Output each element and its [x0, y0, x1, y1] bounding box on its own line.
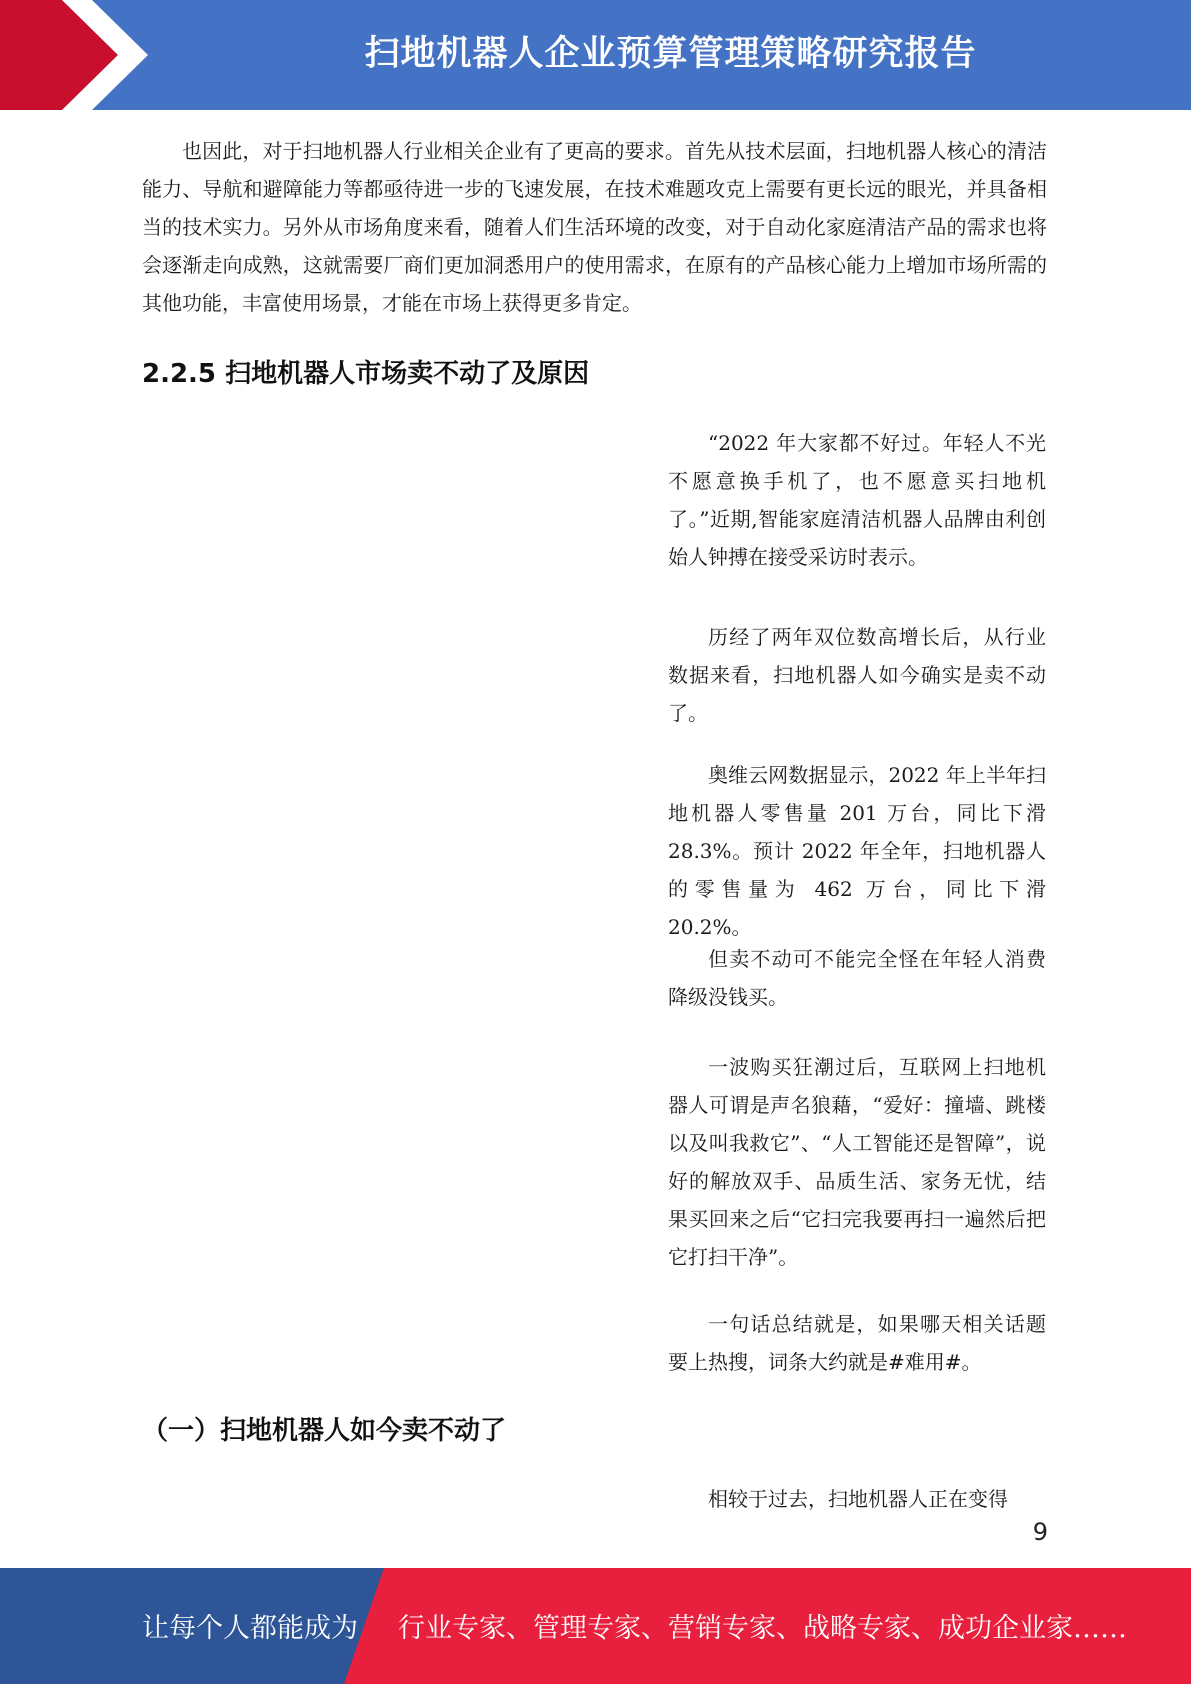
footer-slogan-left: 让每个人都能成为 — [142, 1613, 358, 1644]
page-number: 9 — [1032, 1518, 1048, 1546]
subsection-paragraph: 相较于过去，扫地机器人正在变得 — [708, 1487, 1008, 1511]
column-paragraph: 历经了两年双位数高增长后，从行业数据来看，扫地机器人如今确实是卖不动了。 — [668, 625, 1046, 725]
intro-paragraph: 也因此，对于扫地机器人行业相关企业有了更高的要求。首先从技术层面，扫地机器人核心的清洁能力、导航和避障能力等都亟待进一步的飞速发展，在技术难题攻克上需要有更长远的眼光，并具备相当的技术实力。另外从市场角度来看，随着人们生活环境的改变，对于自动化家庭清洁产品的需求也将会逐渐走向成熟，这就需要厂商们更加洞悉用户的使用需求，在原有的产品核心能力上增加市场所需的其他功能，丰富使用场景，才能在市场上获得更多肯定。 — [142, 139, 1047, 315]
page-footer — [0, 1568, 1191, 1684]
column-paragraph: 奥维云网数据显示，2022 年上半年扫地机器人零售量 201 万台，同比下滑 28.3%。预计 2022 年全年，扫地机器人的零售量为 462 万台，同比下滑 20.2%。 — [668, 763, 1046, 939]
section-heading: 2.2.5 扫地机器人市场卖不动了及原因 — [142, 359, 590, 389]
column-paragraph: 一波购买狂潮过后，互联网上扫地机器人可谓是声名狼藉，“爱好：撞墙、跳楼以及叫我救它”、“人工智能还是智障”，说好的解放双手、品质生活、家务无忧，结果买回来之后“它扫完我要再扫一遍然后把它打扫干净”。 — [668, 1055, 1046, 1269]
column-paragraph: 但卖不动可不能完全怪在年轻人消费降级没钱买。 — [668, 947, 1046, 1009]
page-header — [0, 0, 1191, 110]
column-paragraph: 一句话总结就是，如果哪天相关话题要上热搜，词条大约就是#难用#。 — [668, 1312, 1046, 1374]
report-title: 扫地机器人企业预算管理策略研究报告 — [364, 34, 977, 74]
footer-slogan-right: 行业专家、管理专家、营销专家、战略专家、成功企业家…… — [398, 1613, 1127, 1644]
column-paragraph: “2022 年大家都不好过。年轻人不光不愿意换手机了，也不愿意买扫地机了。”近期,智能家庭清洁机器人品牌由利创始人钟搏在接受采访时表示。 — [668, 431, 1046, 569]
subsection-heading: （一）扫地机器人如今卖不动了 — [142, 1416, 507, 1446]
